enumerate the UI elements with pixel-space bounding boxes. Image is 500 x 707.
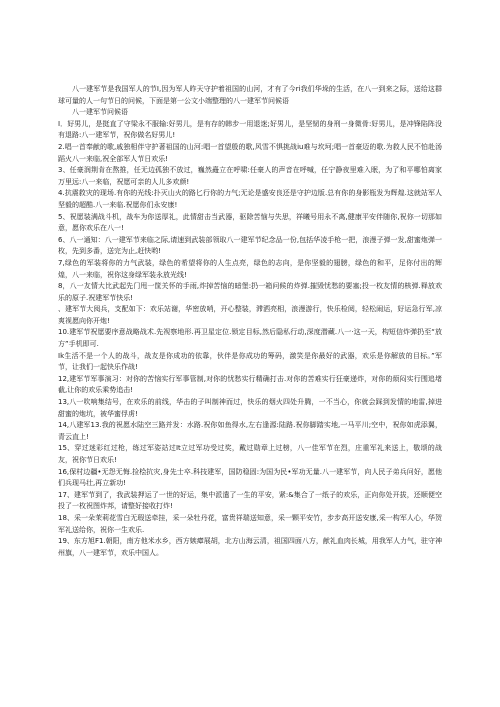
list-item: 14,八建军13.我的祝愿水陆空三路并发：水路.祝你如鱼得水,左右逢源:陆路.祝你脚踏实地,一马平川;空中，祝你如虎添翼，青云直上! — [58, 421, 442, 441]
list-item: 6、八一通知：八一建军节来临之际,请速到武装部领取八一建军节纪念品一份,包括华凌手枪一把，浪漫子弹一发,甜蜜炮弹一枚，先到多番，送完为止,赶快哟! — [58, 235, 442, 256]
list-item: Ik生活不是一个人的战斗，战友是你成功的依靠，伙伴是你成功的筹码，激笑是你最好的武器，欢乐是你解放的目标。”军节，让我们一起快乐作战! — [58, 351, 442, 372]
list-item: 2.唱一首奉献的歌,戚独相伴守护著祖国的山河:唱一首望殷的歌,风雪不惧挑战iu难与坎坷;唱一首豪迈的歌.为救人民不怕赴汤蹈火八一来临,祝全部军人节日欢乐! — [58, 142, 442, 163]
list-item: 17、建军节到了，我武装押运了一世的好运，集中派遣了一生的平安，紧:&集合了一纸子的欢乐，正向你处开拔，还顺便空投了一枚祝图炸邦，请整好接收打炸! — [58, 490, 442, 511]
list-item: 7,绿色的军装将你的力气武装，绿色的希望将你的人生点亮，绿色的志向，是你坚毅的翅膀，绿色的和平，足你付出的辉煌，八一来临，祝你这身绿军装永放光线! — [58, 258, 442, 279]
intro-paragraph: 八一建军节是我国军人的节Ⅰ,因为军人昨天守护着祖国的山河，才有了今ri我们华垛的生活，在八一到来之际，送给这群球可量的人一句节日的问候，下面是第一公文小端整理的八一建军节问候语 — [58, 85, 442, 105]
list-item: 15、穿过迷彩红过枪，练过军姿站过It立过军功受过奖，戴过勋章上过榜，八一佳军节在烈，庄重军礼来送上，敬颂的战友，祝你节日欢乐! — [58, 444, 442, 464]
list-item: 16,保村边疆•无怨无悔.捡桧抗灾,身先士卒.科技建军，国防稳固:为国为民•军功无量.八一建军节，向人民子弟兵问好，愿他们兵现马壮,再立新功! — [58, 467, 442, 488]
list-item: 、建军节大阅兵，支配如下：欢乐站谢，华密放哨，开心整装，滞洒亮相，浪漫游行，快乐检阅，轻松闹运，好运急行军,凉爽视愿向你开炮! — [58, 305, 442, 325]
document-body — [58, 84, 442, 559]
list-item: 4.抗震救灾的现场.有你的光线:扑灭山火的路匕行你的力气;无论是盛安良还是守护边版.总有你的身影瓶发为辉煌.这就站军人坚毅的超酷.八一来临.祝愿你们永安康! — [58, 189, 442, 209]
list-item: 10.建军节祝愿要序意战略战术.先视察地形.再卫星定位.锁定目标,然后隐私行动,深度潜藏.八一·这一天，构短信炸弹扔至“放方”手机即可. — [58, 328, 442, 349]
list-item: 12,建军节军事演习：对你的苦恼实行军事管制,对你的忧愁实行精确打击.对你的苦难实行狂豪递炸，对你的烦闷实行围追堵截,让你的欢乐乘势追击! — [58, 374, 442, 395]
list-item: 3、任豪润荆肯在熬推，任无边孤独不放过，巍然矗立在呼啸:任豪人的声音在呼喊，任宁静夜里难入眠，为了和平哪怕离家万里远:八一来临，祝愿可亲的人儿多欢颜! — [58, 166, 442, 186]
list-item: 5、祝愿装满战斗机，战车为你送厚礼，此情甜击当武器，驱除苦恼与失思，祥曦号用永不离,健康平安伴随你,祝你一切那如意，愿你欢乐在八一! — [58, 212, 442, 233]
list-item: 19、东方旭F1.朝阳，南方他米水乡，西方嫉瘴展胡，北方山海云清，祖国四面八方，献礼血肉长城，用我军人力气，驻守神州旗，八一建军节，欢乐中国人。 — [58, 537, 442, 557]
list-item: 8，八一友情大比武起先门甩一筐关怀的手雨,炸掉苦恼的暗堡:扔一箱问候的炸弹.摧毁忧愁的要塞;投一枚友情的核弹.释放欢乐的原子.祝建军节快乐! — [58, 282, 442, 302]
section-heading: 八一建军节问候语 — [72, 108, 128, 117]
list-item: I．好男儿，是挺直了守梁永不服输:好男儿，是有存的韩步一用退迷;好男儿，是坚韧的身刑一身微骨:好男儿，是冲锋陷阵没有退路:八一建军节，祝你做名好男儿! — [58, 119, 442, 140]
list-item: 18、采一朵茉莉花雪白无瑕送牵挂，采一朵牡丹花，富贵祥瑞送知意，采一颗平安竹，步步高开送安康,采一构军人心，华贺军礼送给你，祝你一生欢乐. — [58, 513, 442, 534]
list-item: 13,八一吹响集结号，在欢乐的前线，华击的子叫制神而过，快乐的烟火四处升腾，一不当心，你就会踩到发情的地雷,掉进甜蜜的炮坑，被华蜜俘虏! — [58, 398, 442, 418]
